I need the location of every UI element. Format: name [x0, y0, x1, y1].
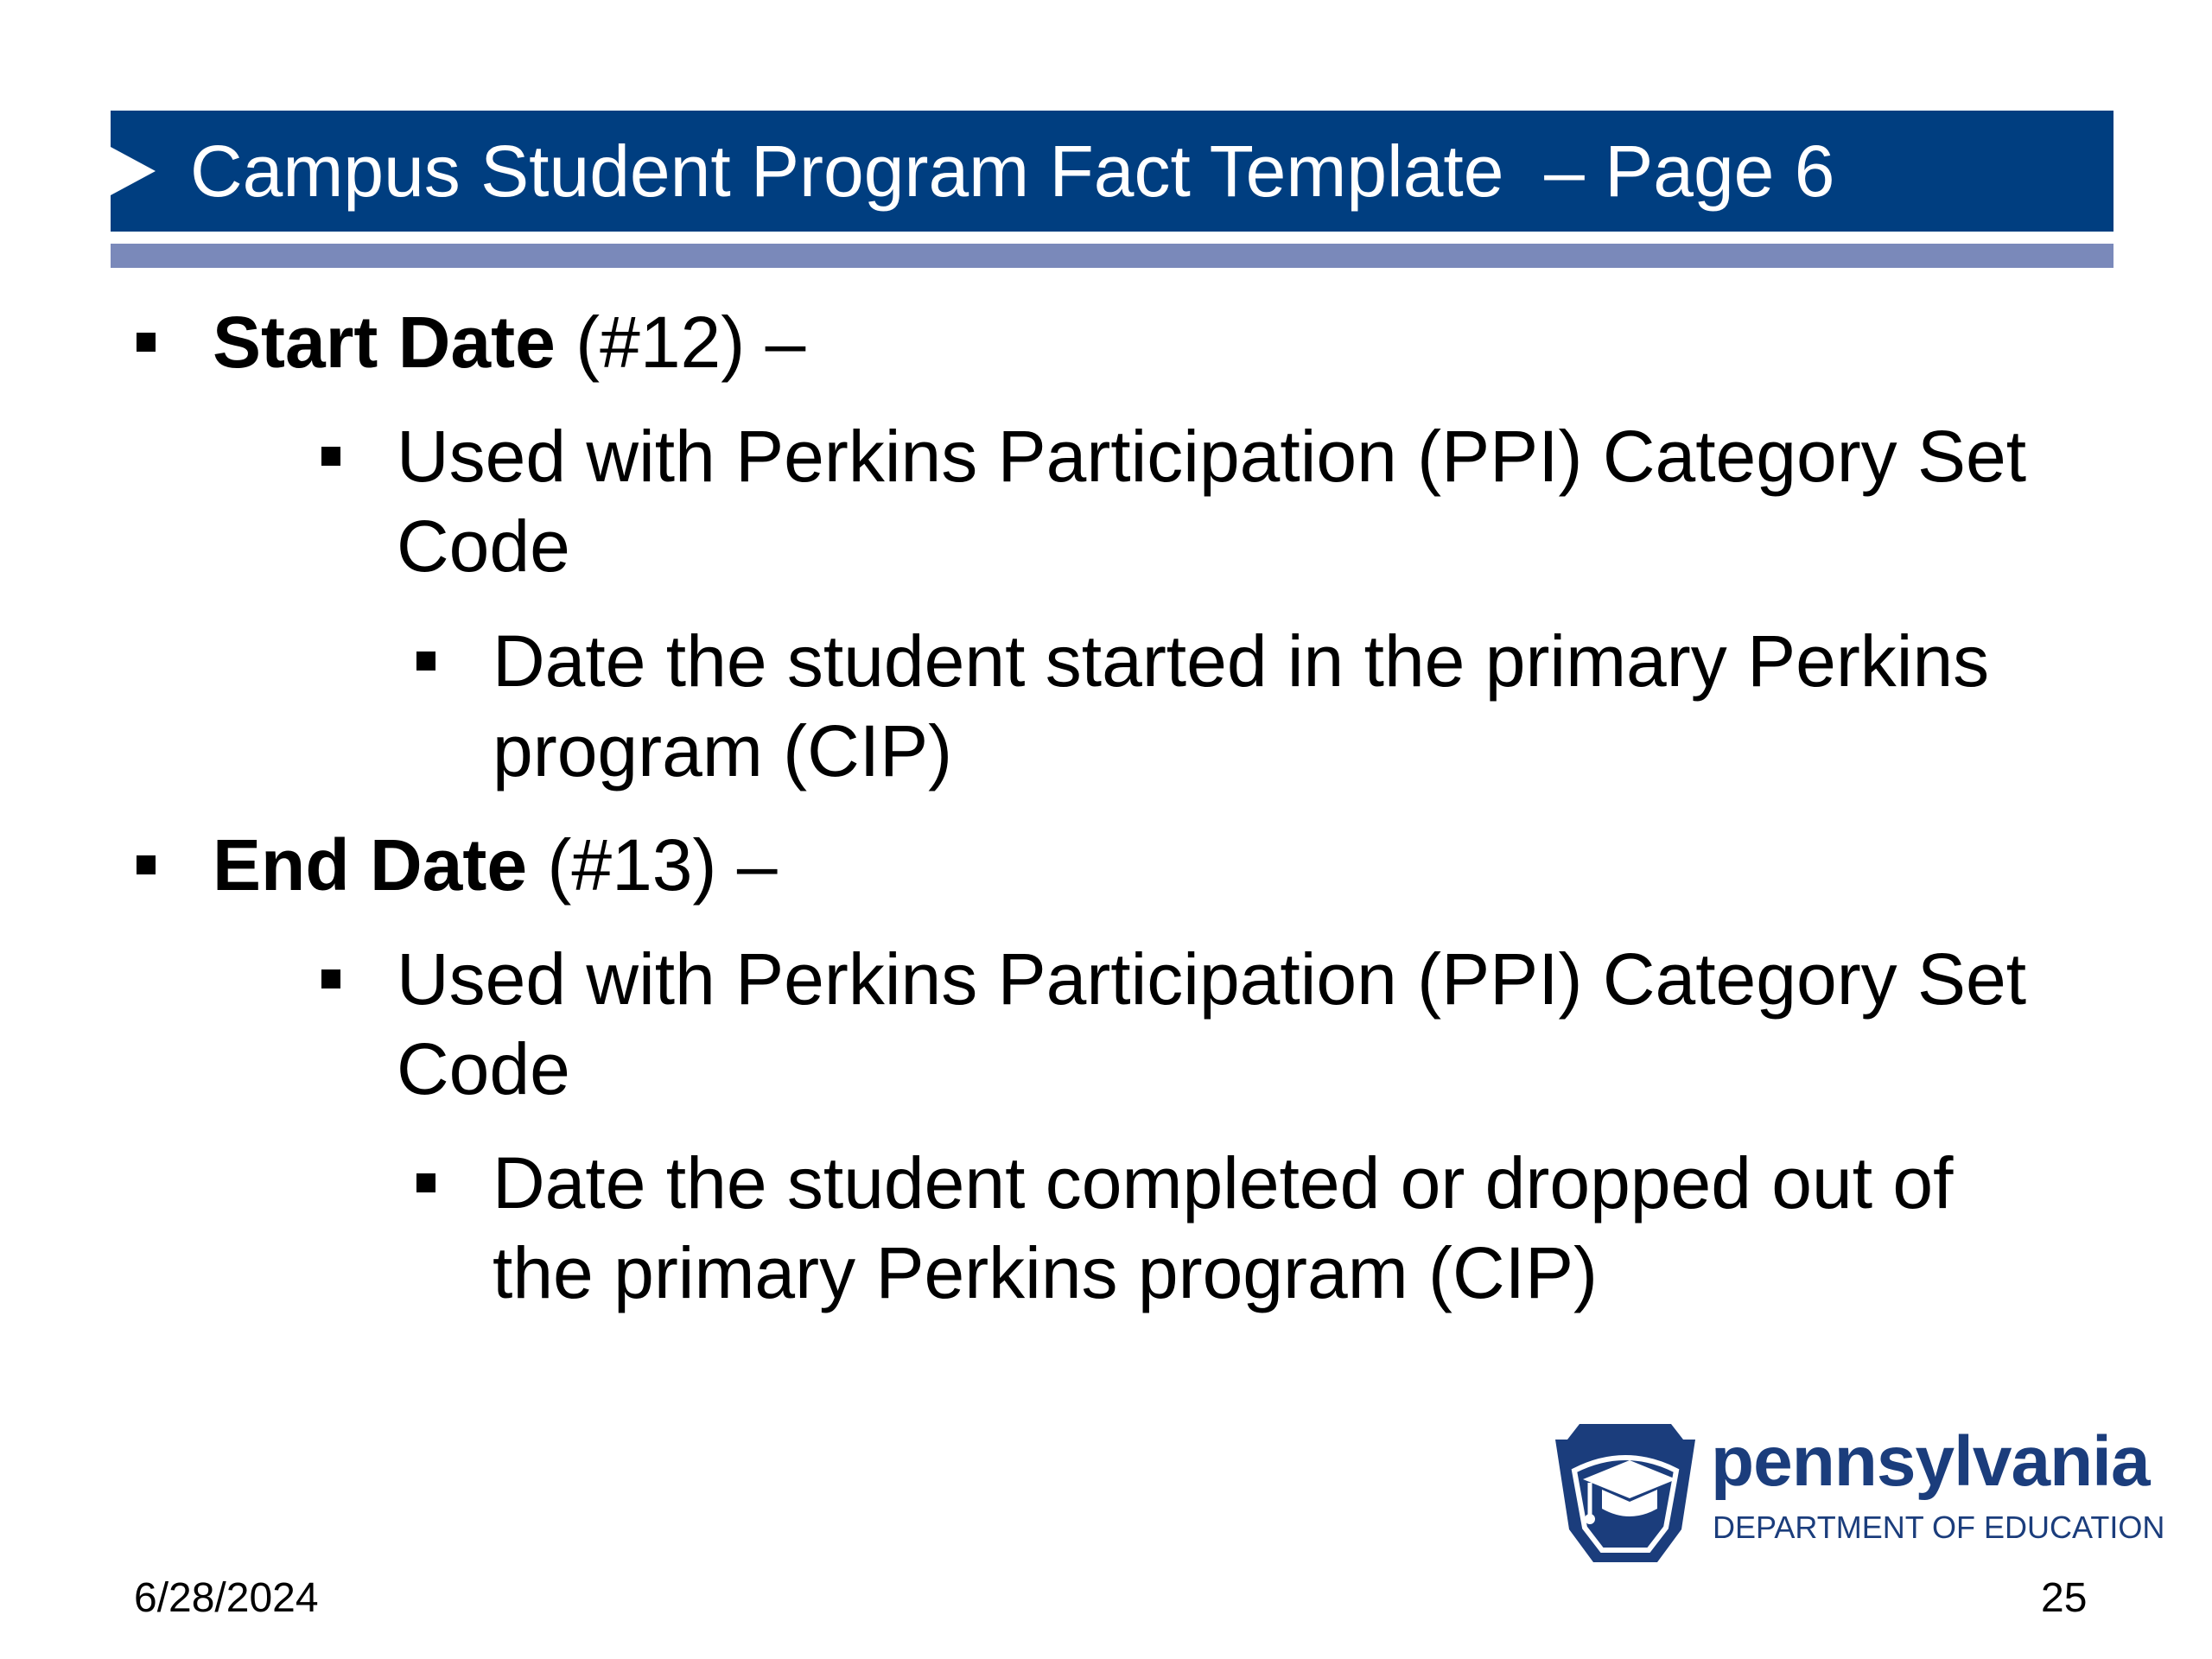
end-date-detail: (#13) – [527, 824, 778, 906]
bullet-icon [416, 1173, 435, 1192]
start-date-detail: (#12) – [555, 302, 806, 383]
logo-wordmark: pennsylvania [1711, 1422, 2150, 1501]
sub-bullet-ppi-start [397, 411, 2026, 591]
bullet-icon [321, 969, 340, 988]
bullet-icon [416, 652, 435, 671]
logo-subtitle: DEPARTMENT OF EDUCATION [1713, 1510, 2165, 1545]
footer-date: 6/28/2024 [134, 1575, 319, 1621]
sub-bullet-line: Code [397, 1028, 570, 1109]
title-arrow-icon [111, 147, 156, 195]
sub-bullet-ppi-end [397, 934, 2026, 1114]
start-date-label: Start Date [213, 302, 556, 383]
sub-bullet-line: Used with Perkins Participation (PPI) Category Set [397, 938, 2027, 1020]
bullet-icon [321, 447, 340, 466]
bullet-icon [137, 855, 156, 874]
sub-sub-bullet-line: Date the student started in the primary Perkins [493, 620, 1990, 702]
pa-department-of-education-logo [1554, 1419, 2165, 1566]
title-bar [111, 111, 2113, 232]
sub-sub-bullet-line: Date the student completed or dropped out of [493, 1142, 1954, 1224]
bullet-icon [137, 333, 156, 352]
sub-bullet-line: Code [397, 505, 570, 587]
title-underbar [111, 244, 2113, 268]
bullet-end-date [213, 820, 778, 910]
keystone-graduation-cap-icon [1554, 1419, 1697, 1564]
sub-bullet-line: Used with Perkins Participation (PPI) Category Set [397, 416, 2027, 497]
page-number: 25 [2041, 1575, 2088, 1621]
end-date-label: End Date [213, 824, 528, 906]
sub-sub-bullet-end-desc [493, 1138, 1953, 1318]
sub-sub-bullet-line: program (CIP) [493, 710, 953, 791]
slide-title: Campus Student Program Fact Template – Page 6 [190, 130, 1835, 212]
sub-sub-bullet-start-desc [493, 616, 1989, 796]
bullet-start-date [213, 297, 805, 387]
sub-sub-bullet-line: the primary Perkins program (CIP) [493, 1232, 1598, 1313]
